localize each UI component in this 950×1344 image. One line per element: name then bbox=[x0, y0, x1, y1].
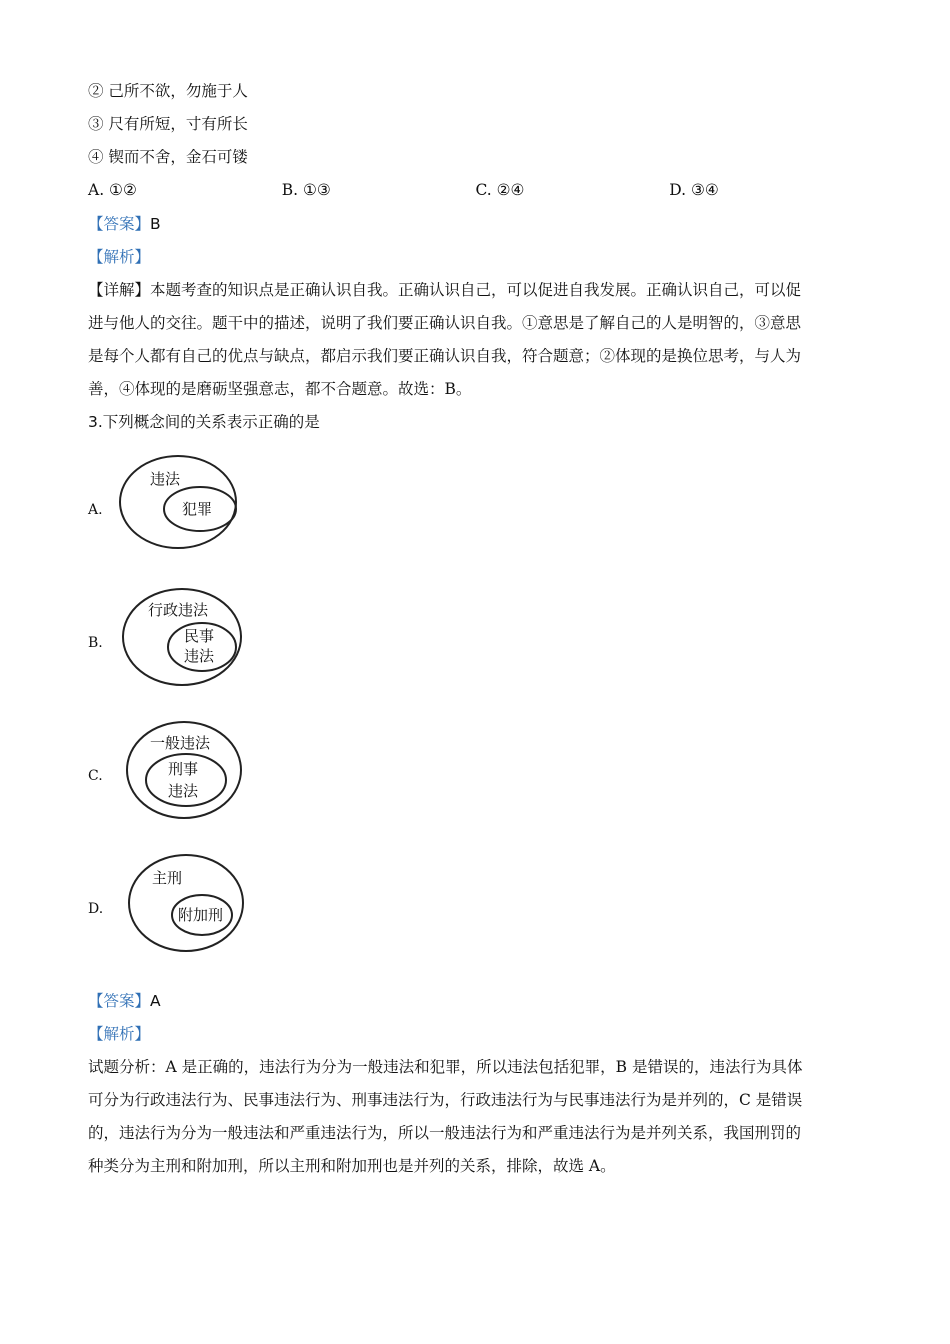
q3-analysis bbox=[88, 1052, 863, 1184]
statement-4: ④ 锲而不舍，金石可镂 bbox=[88, 148, 248, 166]
analysis-tag: 【解析】 bbox=[88, 248, 151, 266]
detail-line: 善，④体现的是磨砺坚强意志，都不合题意。故选：B。 bbox=[88, 380, 472, 398]
diagram-label: C. bbox=[88, 768, 103, 784]
answer-tag: 【答案】 bbox=[88, 992, 151, 1010]
analysis-tag: 【解析】 bbox=[88, 1025, 151, 1043]
diagram-label: A. bbox=[88, 502, 103, 518]
option-b: B. ①③ bbox=[281, 181, 331, 199]
analysis-line: 的，违法行为分为一般违法和严重违法行为，所以一般违法行为和严重违法行为是并列关系，我国刑罚的 bbox=[88, 1124, 802, 1142]
option-a: A. ①② bbox=[88, 181, 137, 199]
q3-stem bbox=[88, 407, 863, 440]
diagram-a bbox=[88, 454, 863, 587]
document-page bbox=[88, 76, 863, 1184]
statement-3: ③ 尺有所短，寸有所长 bbox=[88, 115, 248, 133]
inner-label-1: 民事 bbox=[184, 627, 215, 645]
q2-analysis-heading bbox=[88, 242, 863, 275]
detail-line: 进与他人的交往。题干中的描述，说明了我们要正确认识自我。①意思是了解自己的人是明智的，③意思 bbox=[88, 314, 802, 332]
outer-label: 行政违法 bbox=[148, 601, 209, 619]
question-number: 3. bbox=[88, 413, 103, 431]
statement-2: ② 己所不欲，勿施于人 bbox=[88, 82, 248, 100]
q3-analysis-heading bbox=[88, 1019, 863, 1052]
detail-tag: 【详解】 bbox=[88, 281, 151, 299]
venn-diagram-a bbox=[116, 454, 246, 554]
q3-answer bbox=[88, 986, 863, 1019]
diagram-label: D. bbox=[88, 901, 104, 917]
outer-label: 违法 bbox=[150, 470, 181, 488]
question-text: 下列概念间的关系表示正确的是 bbox=[102, 413, 320, 431]
analysis-line: 试题分析：A 是正确的，违法行为分为一般违法和犯罪，所以违法包括犯罪，B 是错误的，违法行为具体 bbox=[88, 1058, 803, 1076]
inner-label: 犯罪 bbox=[182, 500, 213, 518]
q2-answer bbox=[88, 209, 863, 242]
venn-diagram-d bbox=[116, 853, 246, 957]
detail-line: 本题考查的知识点是正确认识自我。正确认识自己，可以促进自我发展。正确认识自己，可以促 bbox=[150, 281, 802, 299]
diagram-b bbox=[88, 587, 863, 720]
q2-detail bbox=[88, 275, 863, 407]
option-c: C. ②④ bbox=[475, 181, 525, 199]
inner-label-2: 违法 bbox=[184, 647, 215, 665]
inner-label-2: 违法 bbox=[168, 782, 199, 800]
detail-line: 是每个人都有自己的优点与缺点，都启示我们要正确认识自我，符合题意；②体现的是换位思考，与人为 bbox=[88, 347, 802, 365]
inner-label: 附加刑 bbox=[178, 906, 224, 924]
answer-value: A bbox=[150, 992, 161, 1010]
option-d: D. ③④ bbox=[669, 181, 719, 199]
answer-tag: 【答案】 bbox=[88, 215, 151, 233]
analysis-line: 种类分为主刑和附加刑，所以主刑和附加刑也是并列的关系，排除，故选 A。 bbox=[88, 1157, 616, 1175]
diagram-c bbox=[88, 720, 863, 853]
diagram-d bbox=[88, 853, 863, 986]
venn-diagram-c bbox=[116, 720, 246, 824]
outer-label: 一般违法 bbox=[150, 734, 211, 752]
diagram-label: B. bbox=[88, 635, 103, 651]
outer-label: 主刑 bbox=[152, 869, 183, 887]
q2-options bbox=[88, 175, 863, 209]
analysis-line: 可分为行政违法行为、民事违法行为、刑事违法行为，行政违法行为与民事违法行为是并列的，C 是错误 bbox=[88, 1091, 803, 1109]
answer-value: B bbox=[150, 215, 161, 233]
venn-diagram-b bbox=[116, 587, 246, 691]
inner-label-1: 刑事 bbox=[168, 760, 199, 778]
